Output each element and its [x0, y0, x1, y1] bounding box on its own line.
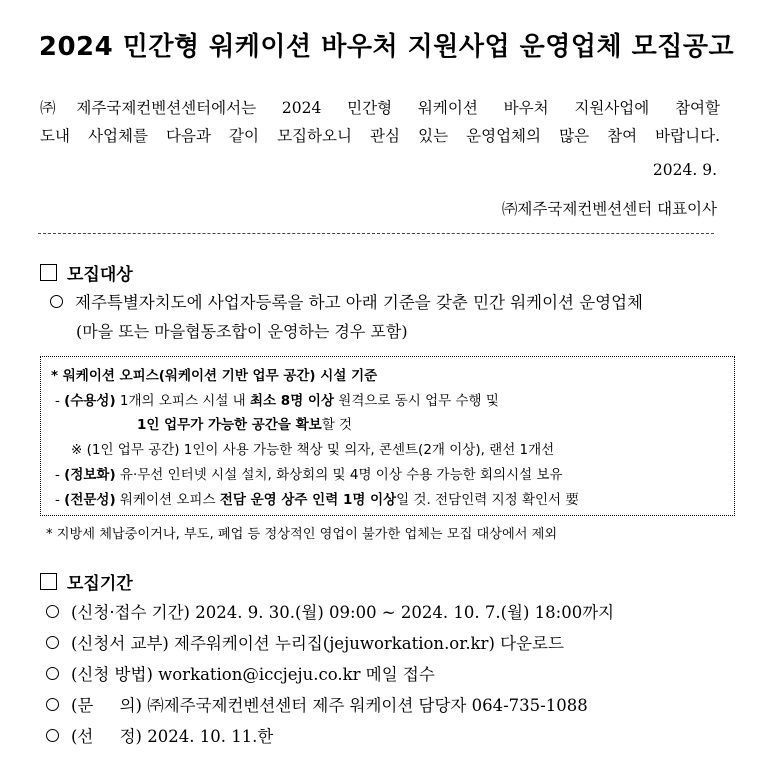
intro-line-1: ㈜제주국제컨벤션센터에서는 2024 민간형 워케이션 바우처 지원사업에 참여할	[40, 99, 720, 117]
target-item	[50, 289, 643, 313]
period-item-inquiry: (문 의) ㈜제주국제컨벤션센터 제주 워케이션 담당자 064-735-1088	[46, 692, 588, 716]
signature: ㈜제주국제컨벤션센터 대표이사	[501, 200, 717, 218]
intro-paragraph	[40, 94, 720, 150]
circle-bullet-icon	[46, 698, 59, 711]
period-item-application: (신청·접수 기간) 2024. 9. 30.(월) 09:00 ~ 2024. 10. 7.(월) 18:00까지	[46, 599, 614, 623]
section-period-heading	[40, 569, 133, 594]
divider	[38, 233, 714, 234]
section-target-heading	[40, 260, 133, 285]
target-item-line-2-wrap	[76, 319, 408, 342]
expert-label: (전문성)	[64, 492, 116, 508]
circle-bullet-icon	[46, 667, 59, 680]
checkbox-icon	[40, 573, 57, 590]
circle-bullet-icon	[46, 636, 59, 649]
checkbox-icon	[40, 264, 57, 281]
criteria-capacity: - (수용성) 1개의 오피스 시설 내 최소 8명 이상 원격으로 동시 업무 수행 및	[55, 393, 499, 409]
criteria-capacity-line-2: 1인 업무가 가능한 공간을 확보할 것	[137, 417, 353, 433]
circle-bullet-icon	[46, 605, 59, 618]
circle-bullet-icon	[50, 295, 63, 308]
target-item-line-1: 제주특별자치도에 사업자등록을 하고 아래 기준을 갖춘 민간 워케이션 운영업체	[75, 293, 643, 312]
notice-date: 2024. 9.	[652, 161, 717, 179]
period-item-method: (신청 방법) workation@iccjeju.co.kr 메일 접수	[46, 661, 435, 685]
target-item-line-2: (마을 또는 마을협동조합이 운영하는 경우 포함)	[76, 322, 408, 341]
period-item-form: (신청서 교부) 제주워케이션 누리집(jejuworkation.or.kr) 다운로드	[46, 630, 564, 654]
criteria-capacity-note: ※ (1인 업무 공간) 1인이 사용 가능한 책상 및 의자, 콘센트(2개 이상), 랜선 1개선	[71, 442, 555, 458]
circle-bullet-icon	[46, 729, 59, 742]
section-period-title: 모집기간	[67, 574, 133, 594]
criteria-info: - (정보화) 유·무선 인터넷 시설 설치, 화상회의 및 4명 이상 수용 가능한 회의시설 보유	[55, 467, 563, 483]
intro-line-2: 도내 사업체를 다음과 같이 모집하오니 관심 있는 운영업체의 많은 참여 바랍니다.	[40, 127, 720, 145]
criteria-header: * 워케이션 오피스(워케이션 기반 업무 공간) 시설 기준	[51, 368, 378, 384]
page-title: 2024 민간형 워케이션 바우처 지원사업 운영업체 모집공고	[38, 32, 735, 62]
capacity-label: (수용성)	[64, 393, 116, 409]
period-item-selection: (선 정) 2024. 10. 11.한	[46, 723, 273, 747]
section-target-title: 모집대상	[67, 265, 133, 285]
info-label: (정보화)	[64, 467, 116, 483]
facility-criteria-box	[40, 356, 735, 516]
criteria-expertise: - (전문성) 워케이션 오피스 전담 운영 상주 인력 1명 이상일 것. 전담인력 지정 확인서 要	[55, 492, 579, 508]
exclusion-note: * 지방세 체납중이거나, 부도, 폐업 등 정상적인 영업이 불가한 업체는 모집 대상에서 제외	[46, 527, 558, 542]
